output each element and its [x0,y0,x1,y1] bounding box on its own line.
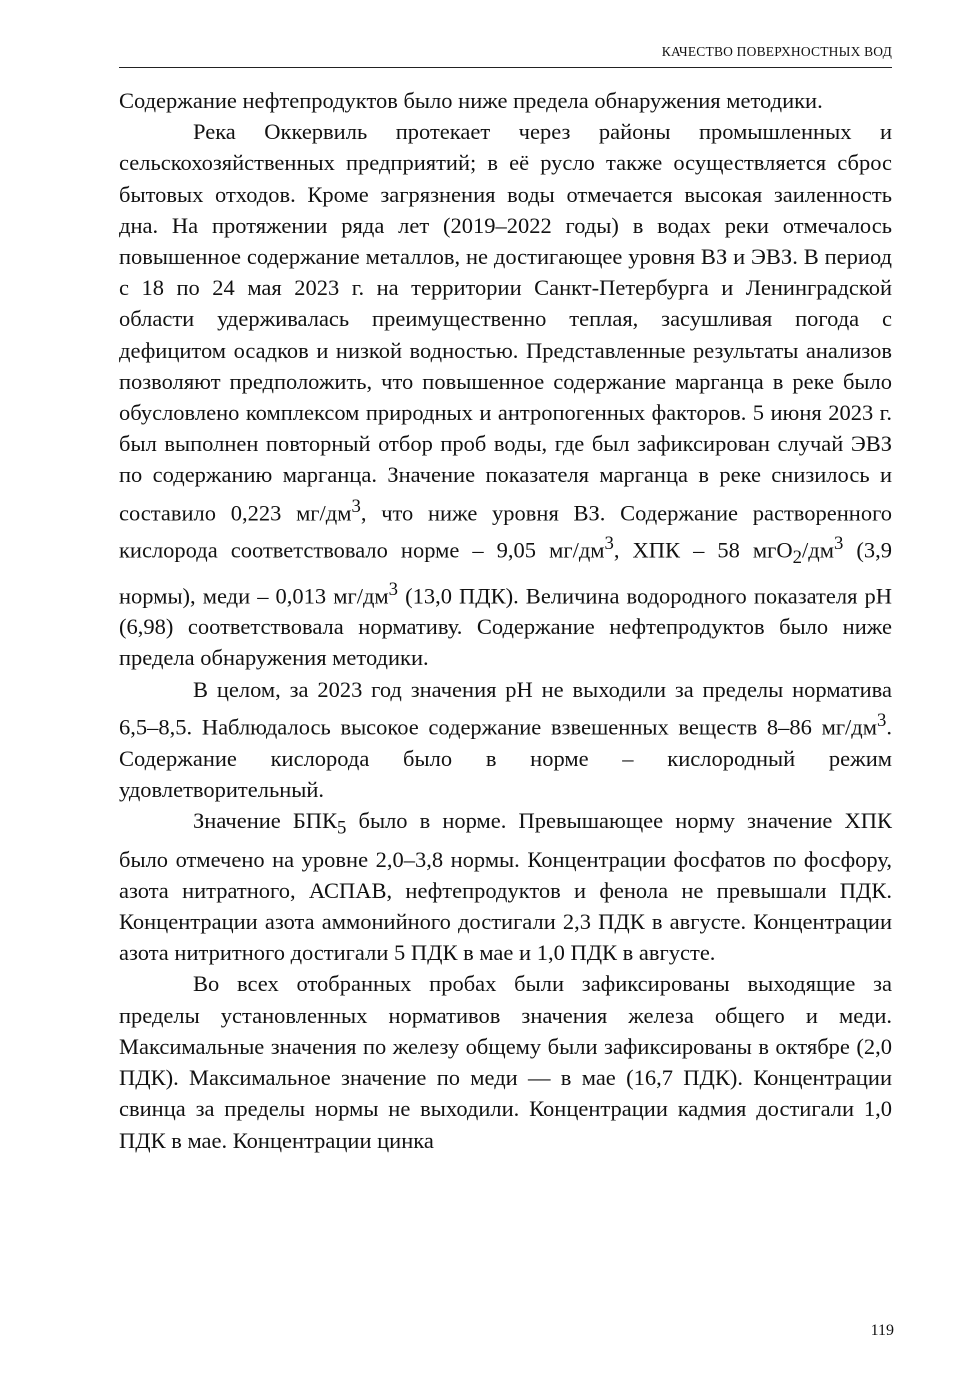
paragraph-2-text-cont: , что ниже уровня ВЗ. Содержание растворенного кислорода соответствовало норме – 9,05 мг/дм [119,500,892,563]
paragraph-4-text: Значение БПК [193,807,338,833]
paragraph-1 [119,85,892,116]
body-text [119,85,892,1156]
paragraph-2-text-cont: (3,9 нормы), меди – 0,013 мг/дм [119,537,892,609]
header-rule [119,67,892,68]
superscript: 3 [877,709,887,731]
paragraph-2-text: Река Оккервиль протекает через районы промышленных и сельскохозяйственных предприятий; в её русло также осуществляется сброс бытовых отходов. Кроме загрязнения воды отмечается высокая заиленность дна. На протяжении ряда лет (2019–2022 годы) в водах реки отмечалось повышенное содержание металлов, не достигающее уровня ВЗ и ЭВЗ. В период с 18 по 24 мая 2023 г. на территории Санкт-Петербурга и Ленинградской области удерживалась преимущественно теплая, засушливая погода с дефицитом осадков и низкой водностью. Представленные результаты анализов позволяют предположить, что повышенное содержание марганца в реке было обусловлено комплексом природных и антропогенных факторов. 5 июня 2023 г. был выполнен повторный отбор проб воды, где был зафиксирован случай ЭВЗ по содержанию марганца. Значение показателя марганца в реке снизилось и составило 0,223 мг/дм [119,119,892,526]
superscript: 3 [388,578,399,600]
paragraph-2-text-cont: /дм [802,537,834,563]
paragraph-3 [119,674,892,805]
paragraph-5-text: Во всех отобранных пробах были зафиксированы выходящие за пределы установленных нормативов значения железа общего и меди. Максимальные значения по железу общему были зафиксированы в октябре (2,0 ПДК). Максимальное значение по меди — в мае (16,7 ПДК). Концентрации свинца за пределы нормы не выходили. Концентрации кадмия достигали 1,0 ПДК в мае. Концентрации цинка [119,971,892,1153]
paragraph-4-text-cont: было в норме. Превышающее норму значение ХПК было отмечено на уровне 2,0–3,8 нормы. Концентрации фосфатов по фосфору, азота нитратного, АСПАВ, нефтепродуктов и фенола не превышали ПДК. Концентрации азота аммонийного достигали 2,3 ПДК в августе. Концентрации азота нитритного достигали 5 ПДК в мае и 1,0 ПДК в августе. [119,807,892,966]
paragraph-3-text-cont: . Содержание кислорода было в норме – кислородный режим удовлетворительный. [119,714,892,802]
subscript: 5 [337,817,347,839]
subscript: 2 [792,547,803,569]
running-head: КАЧЕСТВО ПОВЕРХНОСТНЫХ ВОД [661,44,892,59]
paragraph-4 [119,805,892,969]
superscript: 3 [351,495,361,517]
page-number: 119 [870,1322,894,1339]
paragraph-3-text: В целом, за 2023 год значения pH не выходили за пределы норматива 6,5–8,5. Наблюдалось высокое содержание взвешенных веществ 8–86 мг/дм [119,676,892,740]
paragraph-2 [119,116,892,673]
paragraph-5 [119,968,892,1155]
paragraph-2-text-cont: (13,0 ПДК). Величина водородного показателя pH (6,98) соответствовала нормативу. Содержание нефтепродуктов было ниже предела обнаружения методики. [119,583,892,671]
paragraph-2-text-cont: , ХПК – 58 мгО [613,537,793,563]
superscript: 3 [833,533,844,555]
superscript: 3 [604,533,614,555]
paragraph-1-text: Содержание нефтепродуктов было ниже предела обнаружения методики. [119,88,823,113]
